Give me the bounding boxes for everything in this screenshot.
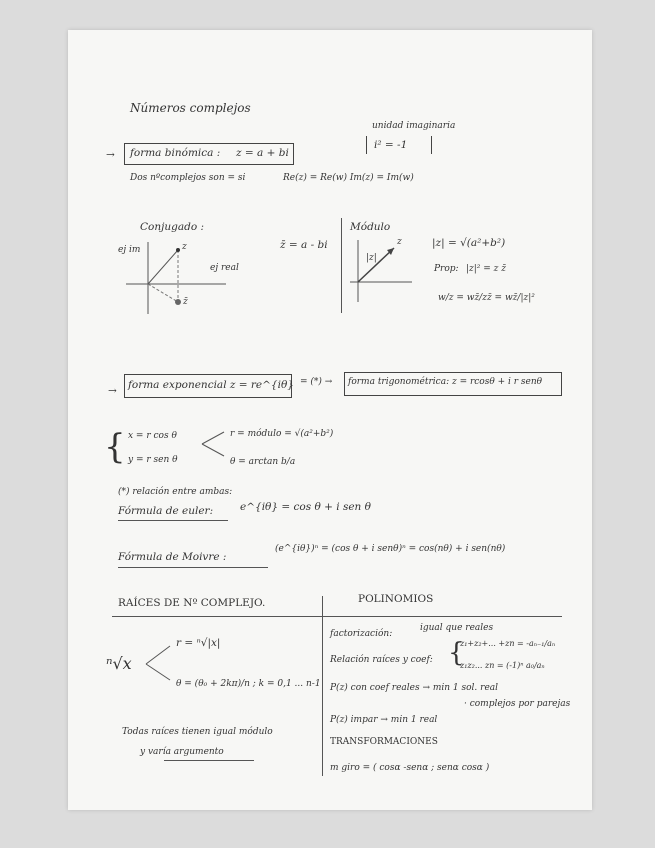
prop-label: Prop:	[434, 264, 459, 274]
relation-prod: z₁z₂... zn = (-1)ⁿ a₀/aₙ	[460, 661, 545, 670]
transf-title: TRANSFORMACIONES	[330, 737, 438, 747]
roots-arrows	[144, 640, 174, 684]
real-coef: P(z) con coef reales → min 1 sol. real	[330, 683, 499, 693]
binomial-formula: z = a + bi	[236, 147, 289, 159]
polar-r-eq: r = módulo = √(a²+b²)	[230, 429, 334, 439]
modulus-diagram	[346, 236, 416, 306]
moivre-underline	[118, 567, 268, 568]
binomial-label: forma binómica :	[130, 147, 221, 159]
polar-brace: {	[104, 427, 126, 467]
point-z-label: z	[182, 242, 187, 252]
roots-theta-eq: θ = (θ₀ + 2kπ)/n ; k = 0,1 ... n-1	[176, 679, 321, 689]
binomial-arrow: →	[106, 149, 115, 161]
roots-note-underline	[164, 760, 254, 761]
conjugate-title: Conjugado :	[140, 221, 205, 233]
euler-note: (*) relación entre ambas:	[118, 487, 233, 497]
pairs: · complejos por parejas	[464, 699, 571, 709]
prop-formula: |z|² = z z̄	[466, 264, 507, 274]
euler-underline	[118, 520, 228, 521]
poly-title: POLINOMIOS	[358, 593, 434, 605]
factor-label: factorización:	[330, 629, 393, 639]
modulus-formula: |z| = √(a²+b²)	[432, 237, 506, 249]
unit-formula: i² = -1	[374, 139, 408, 151]
relation-label: Relación raíces y coef:	[330, 655, 433, 665]
euler-label: Fórmula de euler:	[118, 505, 214, 517]
equal-formula: Re(z) = Re(w) Im(z) = Im(w)	[283, 173, 414, 183]
modulus-title: Módulo	[350, 221, 391, 233]
odd: P(z) impar → min 1 real	[330, 715, 438, 725]
exponential-link: = (*) →	[300, 377, 333, 387]
conjugate-diagram	[120, 236, 230, 316]
euler-formula: e^{iθ} = cos θ + i sen θ	[240, 501, 371, 513]
relation-sum: z₁+z₂+... +zn = -aₙ₋₁/aₙ	[460, 639, 556, 648]
roots-note-1: Todas raíces tienen igual módulo	[122, 727, 273, 737]
axis-real-label: ej real	[210, 263, 239, 273]
column-divider	[322, 596, 323, 776]
polar-arrows	[200, 428, 228, 460]
modulus-point-z: z	[397, 237, 402, 247]
division-formula: w/z = wz̄/zz̄ = wz̄/|z|²	[438, 293, 535, 303]
section-divider	[112, 616, 562, 617]
polar-x-eq: x = r cos θ	[128, 431, 177, 441]
roots-note-2: y varía argumento	[140, 747, 224, 757]
factor-note: igual que reales	[420, 623, 494, 633]
roots-radical: ⁿ√x	[106, 654, 132, 673]
conjugate-formula: z̄ = a - bi	[280, 239, 328, 251]
exponential-arrow: →	[108, 385, 117, 397]
polar-y-eq: y = r sen θ	[128, 455, 178, 465]
giro-matrix: m giro = ( cosα -senα ; senα cosα )	[330, 763, 490, 773]
roots-title: RAÍCES DE Nº COMPLEJO.	[118, 597, 266, 609]
relation-brace: {	[448, 638, 465, 668]
moivre-label: Fórmula de Moivre :	[118, 551, 227, 563]
moivre-formula: (e^{iθ})ⁿ = (cos θ + i senθ)ⁿ = cos(nθ) + i sen(nθ)	[275, 544, 506, 554]
polar-theta-eq: θ = arctan b/a	[230, 457, 296, 467]
vector-label: |z|	[366, 253, 377, 263]
exponential-label: forma exponencial z = re^{iθ}	[128, 379, 294, 391]
trig-label: forma trigonométrica: z = rcosθ + i r senθ	[348, 377, 543, 387]
point-zbar-label: z̄	[183, 297, 188, 307]
roots-r-eq: r = ⁿ√|x|	[176, 637, 221, 649]
unit-note: unidad imaginaria	[372, 121, 456, 131]
axis-im-label: ej im	[118, 245, 141, 255]
equal-text: Dos nºcomplejos son = si	[130, 173, 246, 183]
page-title: Números complejos	[130, 101, 251, 115]
modulus-divider	[341, 218, 342, 313]
